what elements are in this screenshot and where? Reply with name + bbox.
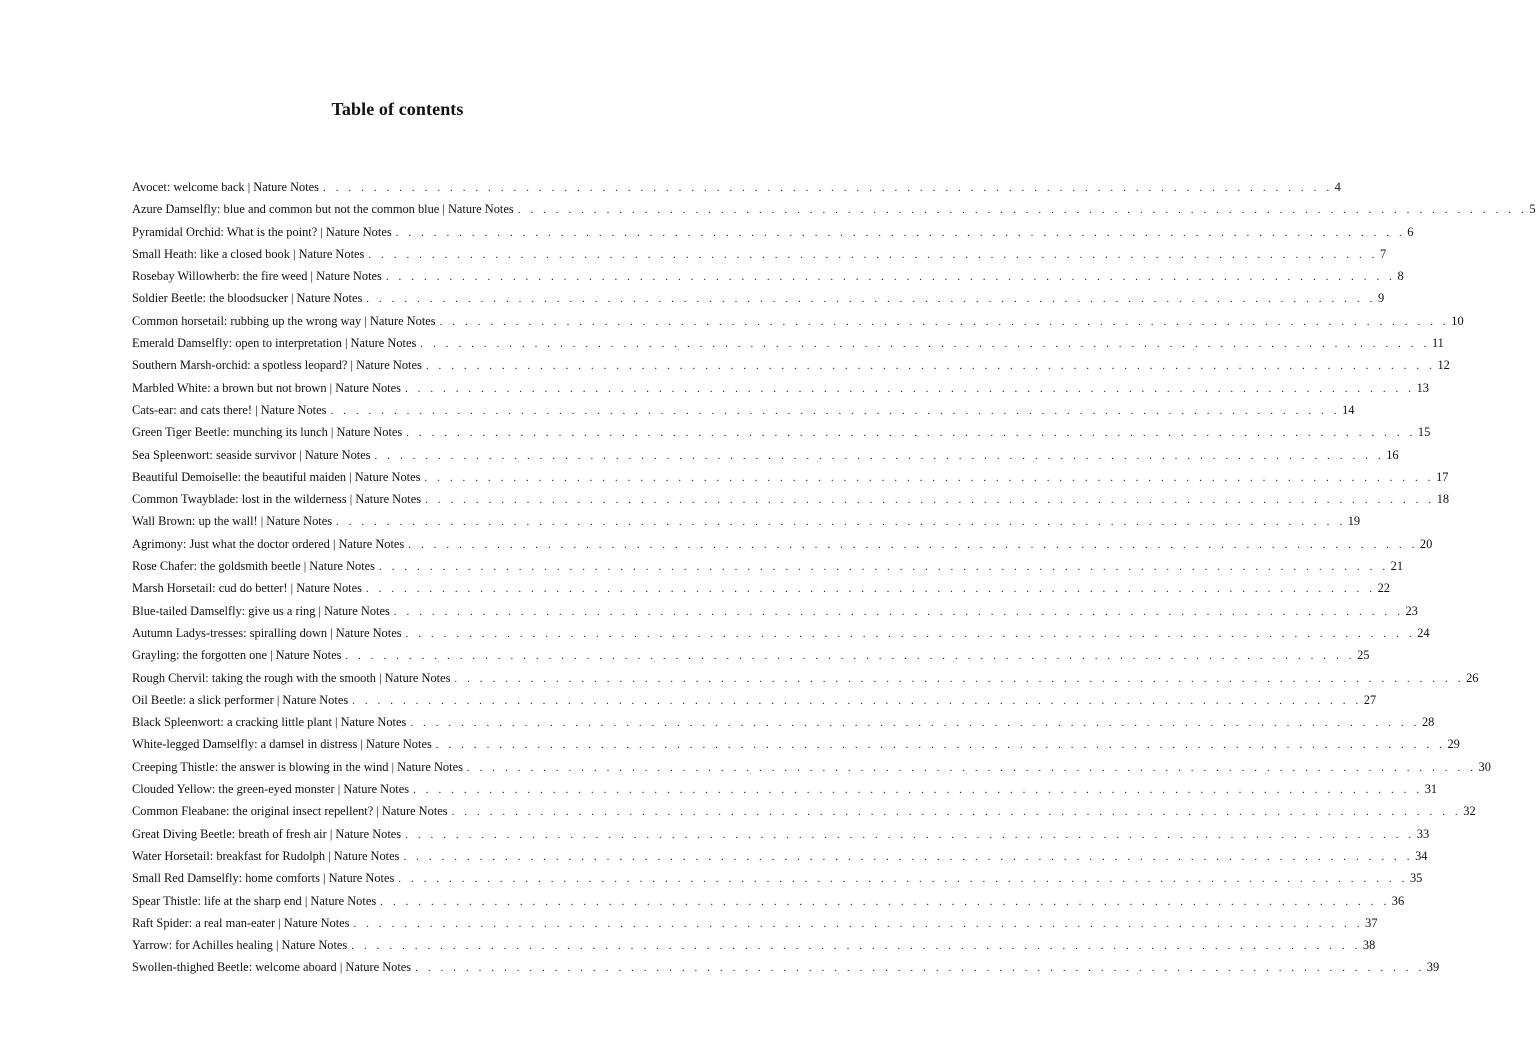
toc-entry-page-number: 34 [1415, 848, 1428, 863]
toc-entry[interactable] [132, 533, 1433, 555]
toc-entry-title[interactable]: Avocet: welcome back | Nature Notes [132, 180, 320, 194]
toc-entry[interactable] [132, 488, 1450, 510]
toc-entry[interactable] [132, 644, 1370, 666]
toc-entry[interactable] [132, 934, 1376, 956]
toc-entry[interactable] [132, 733, 1460, 755]
dot-leader: . . . . . . . . . . . . . . . . . . . . . . . . . . . . . . . . . . . . . . . . . . . . . . . . . . . . . . . . . . . . . . . . . . . . . . . . . . . . . . . . [425, 360, 1436, 373]
toc-entry-title[interactable]: Marbled White: a brown but not brown | Nature Notes [132, 380, 401, 395]
dot-leader: . . . . . . . . . . . . . . . . . . . . . . . . . . . . . . . . . . . . . . . . . . . . . . . . . . . . . . . . . . . . . . . . . . . . . . . . . . . . . . . . [395, 226, 1406, 239]
toc-entry-title[interactable]: Clouded Yellow: the green-eyed monster | Nature Notes [132, 782, 410, 797]
dot-leader: . . . . . . . . . . . . . . . . . . . . . . . . . . . . . . . . . . . . . . . . . . . . . . . . . . . . . . . . . . . . . . . . . . . . . . . . . . . . . . . . [410, 717, 1420, 730]
toc-entry-page-number: 22 [1377, 581, 1390, 596]
toc-entry-title[interactable]: Yarrow: for Achilles healing | Nature Notes [132, 938, 348, 953]
toc-entry-page-number: 35 [1409, 871, 1423, 886]
toc-entry-title[interactable]: Autumn Ladys-tresses: spiralling down | Nature Notes [132, 625, 402, 640]
toc-entry-page-number: 30 [1478, 759, 1491, 774]
toc-entry-title[interactable]: Water Horsetail: breakfast for Rudolph | Nature Notes [132, 848, 400, 863]
dot-leader: . . . . . . . . . . . . . . . . . . . . . . . . . . . . . . . . . . . . . . . . . . . . . . . . . . . . . . . . . . . . . . . . . . . . . . . . . . . . . . . . [405, 828, 1415, 841]
toc-entry-title[interactable]: Small Red Damselfly: home comforts | Nature Notes [132, 871, 395, 886]
dot-leader: . . . . . . . . . . . . . . . . . . . . . . . . . . . . . . . . . . . . . . . . . . . . . . . . . . . . . . . . . . . . . . . . . . . . . . . . . . . . . . . . [424, 471, 1435, 484]
toc-entry-page-number: 9 [1377, 291, 1385, 306]
dot-leader: . . . . . . . . . . . . . . . . . . . . . . . . . . . . . . . . . . . . . . . . . . . . . . . . . . . . . . . . . . . . . . . . . . . . . . . . . . . . . . . . [451, 806, 1462, 819]
toc-entry-title[interactable]: Common horsetail: rubbing up the wrong way | Nature Notes [132, 313, 436, 328]
dot-leader: . . . . . . . . . . . . . . . . . . . . . . . . . . . . . . . . . . . . . . . . . . . . . . . . . . . . . . . . . . . . . . . . . . . . . . . . . . . . . . . . [352, 694, 1362, 707]
toc-entry-page-number: 33 [1416, 826, 1430, 841]
toc-entry-title[interactable]: Common Fleabane: the original insect repellent? | Nature Notes [132, 804, 448, 819]
toc-entry-page-number: 32 [1463, 804, 1476, 819]
toc-entry-page-number: 26 [1466, 670, 1479, 685]
toc-entry[interactable] [132, 377, 1429, 399]
toc-entry-title[interactable]: White-legged Damselfly: a damsel in distress | Nature Notes [132, 737, 432, 752]
dot-leader: . . . . . . . . . . . . . . . . . . . . . . . . . . . . . . . . . . . . . . . . . . . . . . . . . . . . . . . . . . . . . . . . . . . . . . . . . . . . . . . . [413, 784, 1423, 797]
toc-entry-page-number: 39 [1426, 960, 1440, 975]
dot-leader: . . . . . . . . . . . . . . . . . . . . . . . . . . . . . . . . . . . . . . . . . . . . . . . . . . . . . . . . . . . . . . . . . . . . . . . . . . . . . . . . [330, 404, 1341, 417]
toc-entry[interactable] [132, 265, 1404, 287]
toc-entry[interactable] [132, 667, 1479, 689]
dot-leader: . . . . . . . . . . . . . . . . . . . . . . . . . . . . . . . . . . . . . . . . . . . . . . . . . . . . . . . . . . . . . . . . . . . . . . . . . . . . . . . . [336, 516, 1346, 529]
dot-leader: . . . . . . . . . . . . . . . . . . . . . . . . . . . . . . . . . . . . . . . . . . . . . . . . . . . . . . . . . . . . . . . . . . . . . . . . . . . . . . . . [415, 962, 1425, 975]
toc-entry[interactable] [132, 421, 1431, 443]
toc-entry-page-number: 21 [1390, 559, 1404, 574]
toc-entry-page-number: 24 [1417, 625, 1430, 640]
dot-leader: . . . . . . . . . . . . . . . . . . . . . . . . . . . . . . . . . . . . . . . . . . . . . . . . . . . . . . . . . . . . . . . . . . . . . . . . . . . . . . . . [439, 315, 1450, 328]
dot-leader: . . . . . . . . . . . . . . . . . . . . . . . . . . . . . . . . . . . . . . . . . . . . . . . . . . . . . . . . . . . . . . . . . . . . . . . . . . . . . . . . [403, 850, 1414, 863]
dot-leader: . . . . . . . . . . . . . . . . . . . . . . . . . . . . . . . . . . . . . . . . . . . . . . . . . . . . . . . . . . . . . . . . . . . . . . . . . . . . . . . . [393, 605, 1404, 618]
toc-entry-page-number: 17 [1436, 469, 1449, 484]
toc-entry-page-number: 12 [1437, 358, 1450, 373]
toc-entry-page-number: 18 [1436, 492, 1450, 507]
toc-entry-page-number: 25 [1357, 648, 1370, 663]
toc-entry-title[interactable]: Agrimony: Just what the doctor ordered | Nature Notes [132, 536, 405, 551]
toc-entry-page-number: 38 [1362, 938, 1376, 953]
toc-entry-page-number: 28 [1421, 715, 1435, 730]
toc-entry[interactable] [132, 778, 1438, 800]
toc-entry-page-number: 19 [1347, 514, 1361, 529]
toc-entry[interactable] [132, 221, 1414, 243]
toc-entry-title[interactable]: Common Twayblade: lost in the wilderness | Nature Notes [132, 492, 422, 507]
toc-entry-page-number: 5 [1529, 202, 1536, 217]
toc-entry-title[interactable]: Blue-tailed Damselfly: give us a ring | Nature Notes [132, 603, 390, 618]
toc-entry[interactable] [132, 332, 1444, 354]
toc-entry[interactable] [132, 867, 1423, 889]
dot-leader: . . . . . . . . . . . . . . . . . . . . . . . . . . . . . . . . . . . . . . . . . . . . . . . . . . . . . . . . . . . . . . . . . . . . . . . . . . . . . . . . [517, 204, 1528, 217]
toc-entry[interactable] [132, 956, 1440, 978]
toc-entry-page-number: 13 [1416, 380, 1429, 395]
dot-leader: . . . . . . . . . . . . . . . . . . . . . . . . . . . . . . . . . . . . . . . . . . . . . . . . . . . . . . . . . . . . . . . . . . . . . . . . . . . . . . . . [420, 338, 1430, 351]
dot-leader: . . . . . . . . . . . . . . . . . . . . . . . . . . . . . . . . . . . . . . . . . . . . . . . . . . . . . . . . . . . . . . . . . . . . . . . . . . . . . . . . [398, 873, 1408, 886]
toc-entry[interactable] [132, 689, 1377, 711]
dot-leader: . . . . . . . . . . . . . . . . . . . . . . . . . . . . . . . . . . . . . . . . . . . . . . . . . . . . . . . . . . . . . . . . . . . . . . . . . . . . . . . . [365, 583, 1376, 596]
toc-entry-title[interactable]: Azure Damselfly: blue and common but not the common blue | Nature Notes [132, 202, 514, 217]
toc-entry-page-number: 16 [1386, 447, 1399, 462]
toc-list [132, 176, 1536, 979]
toc-entry-page-number: 8 [1397, 269, 1404, 284]
toc-entry-title[interactable]: Emerald Damselfly: open to interpretation | Nature Notes [132, 336, 417, 351]
dot-leader: . . . . . . . . . . . . . . . . . . . . . . . . . . . . . . . . . . . . . . . . . . . . . . . . . . . . . . . . . . . . . . . . . . . . . . . . . . . . . . . . [368, 248, 1378, 261]
toc-entry[interactable] [132, 287, 1385, 309]
toc-entry[interactable] [132, 466, 1449, 488]
toc-entry[interactable] [132, 310, 1464, 332]
toc-entry-title[interactable]: Sea Spleenwort: seaside survivor | Nature Notes [132, 447, 371, 462]
toc-entry[interactable] [132, 399, 1355, 421]
toc-entry[interactable] [132, 198, 1536, 220]
toc-entry-page-number: 36 [1391, 893, 1405, 908]
toc-entry[interactable] [132, 800, 1476, 822]
dot-leader: . . . . . . . . . . . . . . . . . . . . . . . . . . . . . . . . . . . . . . . . . . . . . . . . . . . . . . . . . . . . . . . . . . . . . . . . . . . . . . . . [404, 382, 1415, 395]
toc-entry[interactable] [132, 600, 1418, 622]
toc-entry-title[interactable]: Swollen-thighed Beetle: welcome aboard | Nature Notes [132, 960, 412, 975]
toc-entry[interactable] [132, 577, 1390, 599]
toc-entry-page-number: 10 [1451, 313, 1464, 328]
dot-leader: . . . . . . . . . . . . . . . . . . . . . . . . . . . . . . . . . . . . . . . . . . . . . . . . . . . . . . . . . . . . . . . . . . . . . . . . . . . . . . . . [385, 271, 1396, 284]
toc-entry[interactable] [132, 845, 1428, 867]
toc-entry-page-number: 20 [1419, 536, 1433, 551]
toc-entry[interactable] [132, 622, 1430, 644]
dot-leader: . . . . . . . . . . . . . . . . . . . . . . . . . . . . . . . . . . . . . . . . . . . . . . . . . . . . . . . . . . . . . . . . . . . . . . . . . . . . . . . . [380, 895, 1390, 908]
toc-entry-title[interactable]: Grayling: the forgotten one | Nature Notes [132, 648, 342, 663]
dot-leader: . . . . . . . . . . . . . . . . . . . . . . . . . . . . . . . . . . . . . . . . . . . . . . . . . . . . . . . . . . . . . . . . . . . . . . . . . . . . . . . . [323, 182, 1333, 194]
toc-entry-title[interactable]: Beautiful Demoiselle: the beautiful maiden | Nature Notes [132, 469, 421, 484]
toc-entry-title[interactable]: Oil Beetle: a slick performer | Nature Notes [132, 692, 349, 707]
toc-entry[interactable] [132, 510, 1361, 532]
toc-entry-page-number: 11 [1431, 336, 1444, 351]
toc-entry[interactable] [132, 243, 1387, 265]
toc-entry-title[interactable]: Marsh Horsetail: cud do better! | Nature Notes [132, 581, 362, 596]
toc-entry-page-number: 37 [1365, 915, 1378, 930]
dot-leader: . . . . . . . . . . . . . . . . . . . . . . . . . . . . . . . . . . . . . . . . . . . . . . . . . . . . . . . . . . . . . . . . . . . . . . . . . . . . . . . . [351, 940, 1361, 953]
toc-entry[interactable] [132, 756, 1491, 778]
toc-entry-page-number: 4 [1334, 180, 1341, 194]
dot-leader: . . . . . . . . . . . . . . . . . . . . . . . . . . . . . . . . . . . . . . . . . . . . . . . . . . . . . . . . . . . . . . . . . . . . . . . . . . . . . . . . [466, 761, 1477, 774]
toc-entry-title[interactable]: Black Spleenwort: a cracking little plant | Nature Notes [132, 715, 407, 730]
toc-entry-page-number: 23 [1405, 603, 1418, 618]
toc-entry-title[interactable]: Great Diving Beetle: breath of fresh air | Nature Notes [132, 826, 402, 841]
toc-entry-title[interactable]: Rosebay Willowherb: the fire weed | Nature Notes [132, 269, 382, 284]
toc-entry[interactable] [132, 711, 1435, 733]
toc-entry-page-number: 15 [1417, 425, 1431, 440]
dot-leader: . . . . . . . . . . . . . . . . . . . . . . . . . . . . . . . . . . . . . . . . . . . . . . . . . . . . . . . . . . . . . . . . . . . . . . . . . . . . . . . . [408, 538, 1418, 551]
dot-leader: . . . . . . . . . . . . . . . . . . . . . . . . . . . . . . . . . . . . . . . . . . . . . . . . . . . . . . . . . . . . . . . . . . . . . . . . . . . . . . . . [425, 494, 1435, 507]
toc-entry-title[interactable]: Pyramidal Orchid: What is the point? | Nature Notes [132, 224, 392, 239]
toc-entry-title[interactable]: Creeping Thistle: the answer is blowing in the wind | Nature Notes [132, 759, 463, 774]
toc-entry-page-number: 14 [1342, 402, 1355, 417]
toc-entry-title[interactable]: Green Tiger Beetle: munching its lunch | Nature Notes [132, 425, 403, 440]
toc-entry-page-number: 31 [1424, 782, 1438, 797]
toc-entry-title[interactable]: Raft Spider: a real man-eater | Nature Notes [132, 915, 350, 930]
toc-entry-page-number: 7 [1380, 246, 1387, 261]
toc-entry-title[interactable]: Wall Brown: up the wall! | Nature Notes [132, 514, 333, 529]
dot-leader: . . . . . . . . . . . . . . . . . . . . . . . . . . . . . . . . . . . . . . . . . . . . . . . . . . . . . . . . . . . . . . . . . . . . . . . . . . . . . . . . [366, 293, 1376, 306]
toc-entry-title[interactable]: Small Heath: like a closed book | Nature Notes [132, 246, 365, 261]
dot-leader: . . . . . . . . . . . . . . . . . . . . . . . . . . . . . . . . . . . . . . . . . . . . . . . . . . . . . . . . . . . . . . . . . . . . . . . . . . . . . . . . [374, 449, 1385, 462]
dot-leader: . . . . . . . . . . . . . . . . . . . . . . . . . . . . . . . . . . . . . . . . . . . . . . . . . . . . . . . . . . . . . . . . . . . . . . . . . . . . . . . . [405, 627, 1416, 640]
toc-entry-title[interactable]: Southern Marsh-orchid: a spotless leopard? | Nature Notes [132, 358, 422, 373]
toc-entry-page-number: 27 [1363, 692, 1377, 707]
toc-entry-title[interactable]: Spear Thistle: life at the sharp end | Nature Notes [132, 893, 377, 908]
dot-leader: . . . . . . . . . . . . . . . . . . . . . . . . . . . . . . . . . . . . . . . . . . . . . . . . . . . . . . . . . . . . . . . . . . . . . . . . . . . . . . . . [345, 650, 1356, 663]
toc-entry[interactable] [132, 555, 1404, 577]
toc-entry[interactable] [132, 354, 1450, 376]
dot-leader: . . . . . . . . . . . . . . . . . . . . . . . . . . . . . . . . . . . . . . . . . . . . . . . . . . . . . . . . . . . . . . . . . . . . . . . . . . . . . . . . [454, 672, 1465, 685]
dot-leader: . . . . . . . . . . . . . . . . . . . . . . . . . . . . . . . . . . . . . . . . . . . . . . . . . . . . . . . . . . . . . . . . . . . . . . . . . . . . . . . . [379, 561, 1389, 574]
toc-entry-title[interactable]: Rose Chafer: the goldsmith beetle | Nature Notes [132, 559, 376, 574]
toc-entry-page-number: 6 [1407, 224, 1414, 239]
toc-entry[interactable] [132, 444, 1399, 466]
toc-entry-title[interactable]: Rough Chervil: taking the rough with the smooth | Nature Notes [132, 670, 451, 685]
toc-entry-page-number: 29 [1447, 737, 1460, 752]
dot-leader: . . . . . . . . . . . . . . . . . . . . . . . . . . . . . . . . . . . . . . . . . . . . . . . . . . . . . . . . . . . . . . . . . . . . . . . . . . . . . . . . [353, 917, 1364, 930]
dot-leader: . . . . . . . . . . . . . . . . . . . . . . . . . . . . . . . . . . . . . . . . . . . . . . . . . . . . . . . . . . . . . . . . . . . . . . . . . . . . . . . . [435, 739, 1446, 752]
toc-entry[interactable] [132, 176, 1341, 198]
toc-entry[interactable] [132, 890, 1405, 912]
toc-entry[interactable] [132, 912, 1378, 934]
toc-entry-title[interactable]: Cats-ear: and cats there! | Nature Notes [132, 402, 327, 417]
toc-entry[interactable] [132, 823, 1430, 845]
toc-entry-title[interactable]: Soldier Beetle: the bloodsucker | Nature Notes [132, 291, 363, 306]
page-title: Table of contents [331, 99, 464, 119]
dot-leader: . . . . . . . . . . . . . . . . . . . . . . . . . . . . . . . . . . . . . . . . . . . . . . . . . . . . . . . . . . . . . . . . . . . . . . . . . . . . . . . . [406, 427, 1416, 440]
